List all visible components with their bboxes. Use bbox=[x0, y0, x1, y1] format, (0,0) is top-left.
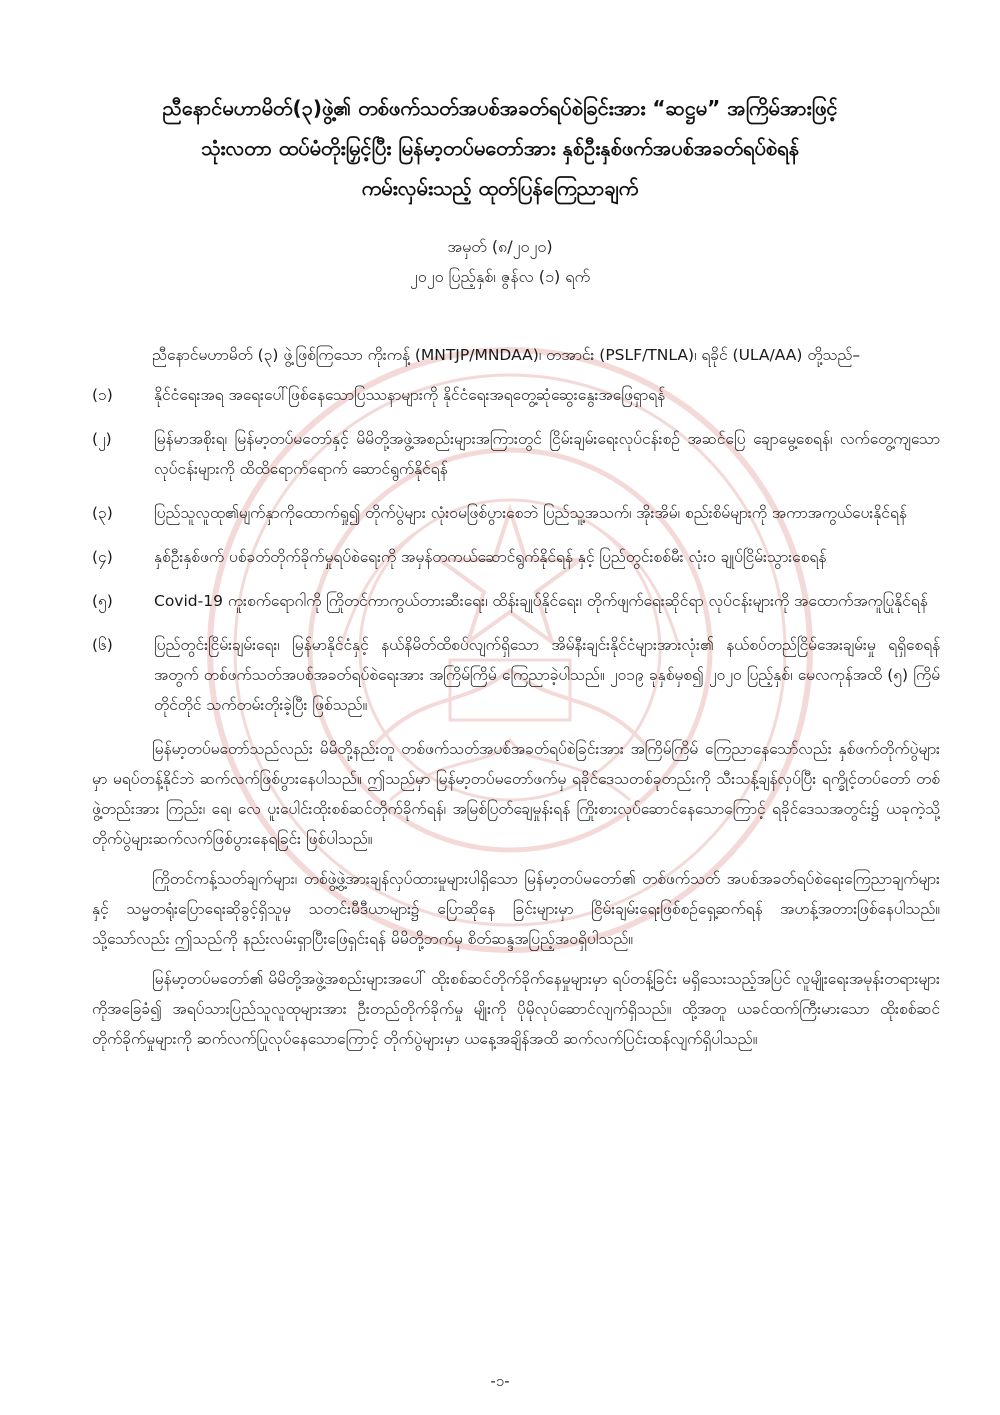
list-item-text: မြန်မာအစိုးရ၊ မြန်မာ့တပ်မတော်နှင့် မိမိတို့အဖွဲ့အစည်းများအကြားတွင် ငြိမ်းချမ်းရေးလုပ်ငန်းစဉ် အဆင်ပြေ ချောမွေ့စေရန်၊ လက်တွေ့ကျသောလုပ်ငန်းများကို ထိထိရောက်ရောက် ဆောင်ရွက်နိုင်ရန် bbox=[154, 430, 940, 478]
list-item-text: နိုင်ငံရေးအရ အရေးပေါ်ဖြစ်နေသောပြဿနာများကို နိုင်ငံရေးအရတွေ့ဆုံဆွေးနွေးအဖြေရှာရန် bbox=[154, 386, 666, 404]
list-item bbox=[92, 380, 940, 410]
document-date: ၂၀၂၀ ပြည့်နှစ်၊ ဇွန်လ (၁) ရက် bbox=[409, 267, 591, 286]
document-meta bbox=[100, 232, 900, 292]
reference-number: အမှတ် (၈/၂၀၂၀) bbox=[447, 237, 553, 256]
body-paragraph: ကြိုတင်ကန့်သတ်ချက်များ၊ တစ်ဖွဲ့ဖွဲ့အားချန်လှပ်ထားမှုများပါရှိသော မြန်မာ့တပ်မတော်၏ တစ်ဖက်သတ် အပစ်အခတ်ရပ်စဲရေးကြေညာချက်များနှင့် သမ္မတရုံးပြောရေးဆိုခွင့်ရှိသူမှ သတင်းမီဒီယာများ၌ ပြောဆိုနေ ခြင်းများမှာ ငြိမ်းချမ်းရေးဖြစ်စဉ်ရှေ့ဆက်ရန် အဟန့်အတားဖြစ်နေပါသည်။ သို့သော်လည်း ဤသည်ကို နည်းလမ်းရှာပြီးဖြေရှင်းရန် မိမိတို့ဘက်မှ စိတ်ဆန္ဒအပြည့်အ၀ရှိပါသည်။ bbox=[92, 870, 940, 948]
title-line: သုံးလတာ ထပ်မံတိုးမြှင့်ပြီး မြန်မာ့တပ်မတော်အား နှစ်ဦးနှစ်ဖက်အပစ်အခတ်ရပ်စဲရန် bbox=[201, 136, 799, 160]
list-item bbox=[92, 424, 940, 484]
document-title bbox=[80, 88, 920, 208]
list-item-number: (၅) bbox=[92, 592, 113, 610]
list-item-number: (၂) bbox=[92, 430, 112, 448]
list-item-number: (၄) bbox=[92, 548, 113, 566]
list-item-text: ပြည်သူလူထု၏မျက်နှာကိုထောက်ရှု၍ တိုက်ပွဲများ လုံး၀မဖြစ်ပွားစေဘဲ ပြည်သူ့အသက်၊ အိုးအိမ်၊ စည်းစိမ်များကို အကာအကွယ်ပေးနိုင်ရန် bbox=[154, 504, 907, 522]
list-item bbox=[92, 498, 940, 528]
list-item-number: (၁) bbox=[92, 386, 113, 404]
title-line: ညီနောင်မဟာမိတ်(၃)ဖွဲ့၏ တစ်ဖက်သတ်အပစ်အခတ်ရပ်စဲခြင်းအား “ဆဋ္ဌမ” အကြိမ်အားဖြင့် bbox=[162, 96, 838, 120]
body-paragraph: မြန်မာ့တပ်မတော်သည်လည်း မိမိတို့နည်းတူ တစ်ဖက်သတ်အပစ်အခတ်ရပ်စဲခြင်းအား အကြိမ်ကြိမ် ကြေညာနေသော်လည်း နှစ်ဖက်တိုက်ပွဲများမှာ မရပ်တန့်နိုင်ဘဲ ဆက်လက်ဖြစ်ပွားနေပါသည်။ ဤသည်မှာ မြန်မာ့တပ်မတော်ဖက်မှ ရခိုင်ဒေသတစ်ခုတည်းကို သီးသန့်ချန်လှပ်ပြီး ရက္ခိုင့်တပ်တော် တစ်ဖွဲ့တည်းအား ကြည်း၊ ရေ၊ လေ ပူးပေါင်းထိုးစစ်ဆင်တိုက်ခိုက်ရန်၊ အမြစ်ပြတ်ချေမှုန်းရန် ကြိုးစားလုပ်ဆောင်နေသောကြောင့် ရခိုင်ဒေသအတွင်း၌ ယခုကဲ့သို့ တိုက်ပွဲများဆက်လက်ဖြစ်ပွားနေရခြင်း ဖြစ်ပါသည်။ bbox=[92, 740, 940, 848]
list-item bbox=[92, 586, 940, 616]
list-item-text: နှစ်ဦးနှစ်ဖက် ပစ်ခတ်တိုက်ခိုက်မှုရပ်စဲရေးကို အမှန်တကယ်ဆောင်ရွက်နိုင်ရန် နှင့် ပြည်တွင်းစစ်မီး လုံး၀ ချုပ်ငြိမ်းသွားစေရန် bbox=[154, 548, 827, 566]
list-item bbox=[92, 630, 940, 720]
list-item-number: (၆) bbox=[92, 636, 113, 654]
list-item-text: ပြည်တွင်းငြိမ်းချမ်းရေး၊ မြန်မာနိုင်ငံနှင့် နယ်နိမိတ်ထိစပ်လျက်ရှိသော အိမ်နီးချင်းနိုင်ငံများအားလုံး၏ နယ်စပ်တည်ငြိမ်အေးချမ်းမှု ရရှိစေရန်အတွက် တစ်ဖက်သတ်အပစ်အခတ်ရပ်စဲရေးအား အကြိမ်ကြိမ် ကြေညာခဲ့ပါသည်။ ၂၀၁၉ ခုနှစ်မှစ၍ ၂၀၂၀ ပြည့်နှစ်၊ မေလကုန်အထိ (၅) ကြိမ်တိုင်တိုင် သက်တမ်းတိုးခဲ့ပြီး ဖြစ်သည်။ bbox=[154, 636, 940, 714]
intro-paragraph: ညီနောင်မဟာမိတ် (၃) ဖွဲ့ဖြစ်ကြသော ကိုးကန့် (MNTJP/MNDAA)၊ တအာင်း (PSLF/TNLA)၊ ရခိုင် (ULA/AA) တို့သည်– bbox=[152, 346, 861, 364]
list-item-text: Covid-19 ကူးစက်ရောဂါကို ကြိုတင်ကာကွယ်တားဆီးရေး၊ ထိန်းချုပ်နိုင်ရေး၊ တိုက်ဖျက်ရေးဆိုင်ရာ လုပ်ငန်းများကို အထောက်အကူပြုနိုင်ရန် bbox=[154, 592, 928, 610]
list-item bbox=[92, 542, 940, 572]
list-item-number: (၃) bbox=[92, 504, 113, 522]
page-number: -၁- bbox=[490, 1372, 510, 1390]
body-paragraph: မြန်မာ့တပ်မတော်၏ မိမိတို့အဖွဲ့အစည်းများအပေါ် ထိုးစစ်ဆင်တိုက်ခိုက်နေမှုများမှာ ရပ်တန့်ခြင်း မရှိသေးသည့်အပြင် လူမျိုးရေးအမုန်းတရားများကိုအခြေခံ၍ အရပ်သားပြည်သူလူထုများအား ဦးတည်တိုက်ခိုက်မှု မျိုးကို ပိုမိုလုပ်ဆောင်လျက်ရှိသည်။ ထို့အတူ ယခင်ထက်ကြီးမားသော ထိုးစစ်ဆင်တိုက်ခိုက်မှုများကို ဆက်လက်ပြုလုပ်နေသောကြောင့် တိုက်ပွဲများမှာ ယနေ့အချိန်အထိ ဆက်လက်ပြင်းထန်လျက်ရှိပါသည်။ bbox=[92, 970, 940, 1048]
title-line: ကမ်းလှမ်းသည့် ထုတ်ပြန်ကြေညာချက် bbox=[361, 176, 639, 200]
document-body bbox=[92, 340, 940, 1064]
